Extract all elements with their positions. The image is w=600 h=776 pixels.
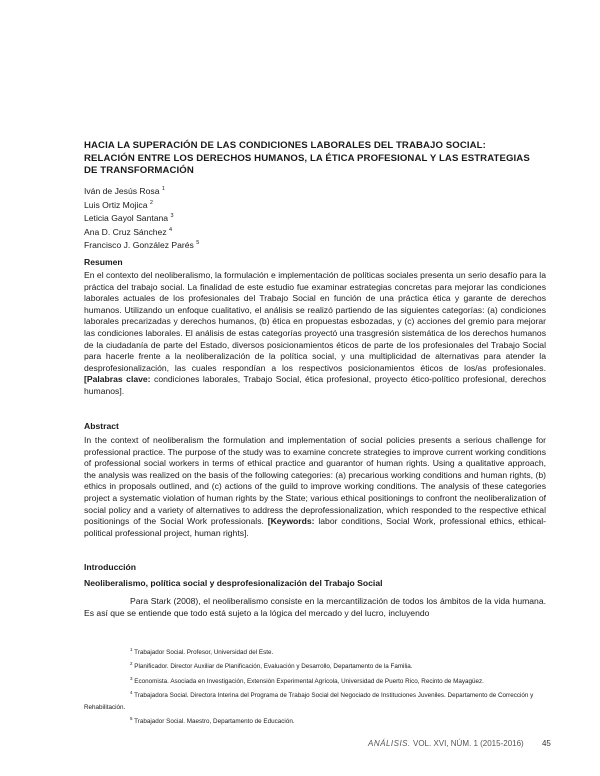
page-footer bbox=[368, 739, 551, 748]
footnote: $^2$ Planificador. Director Auxiliar de Planificación, Evaluación y Desarrollo, Departamento de la Familia. bbox=[130, 661, 413, 671]
abstract-body: In the context of neoliberalism the formulation and implementation of social policies presents a serious challenge for professional practice. The purpose of the study was to examine concrete strategies to improve current working conditions of professional social workers in terms of ethical practice and guarantor of human rights. Using a qualitative approach, the analysis was realized on the basis of the following categories: (a) precarious working conditions and human rights, (b) ethics in proposals outlined, and (c) actions of the guild to improve working conditions. The analysis of these categories project a systematic violation of human rights by the State; various ethical positionings to confront the neoliberalization of social policy and a variety of alternatives to address the deprofessionalization, which responded to the respective ethical positionings of the Social Work professionals. [Keywords: labor conditions, Social Work, professional ethics, ethical-political professional project, human rights]. bbox=[84, 435, 547, 538]
footnotes bbox=[84, 644, 546, 727]
resumen-heading: Resumen bbox=[84, 257, 123, 267]
resumen-body: En el contexto del neoliberalismo, la formulación e implementación de políticas sociales presenta un serio desafío para la práctica del trabajo social. La finalidad de este estudio fue examinar estrategias concretas para mejorar las condiciones laborales actuales de los profesionales del Trabajo Social en función de una práctica ética y garante de derechos humanos. Utilizando un enfoque cualitativo, el análisis se realizó partiendo de las siguientes categorías: (a) condiciones laborales precarizadas y derechos humanos, (b) ética en propuestas esbozadas, y (c) acciones del gremio para mejorar las condiciones laborales. El análisis de estas categorías proyectó una trasgresión sistemática de los derechos humanos de la ciudadanía de parte del Estado, diversos posicionamientos éticos de parte de los profesionales del Trabajo Social para hacerle frente a la neoliberalización de la política social, y una multiplicidad de alternativas para atender la desprofesionalización, las cuales respondían a los respectivos posicionamientos éticos de los/as profesionales. [Palabras clave: condiciones laborales, Trabajo Social, ética profesional, proyecto ético-político profesional, derechos humanos]. bbox=[84, 270, 546, 396]
footnote: $^4$ Trabajadora Social. Directora Interina del Programa de Trabajo Social del Negociado de Instituciones Juveniles. Departamento de Corrección y Rehabilitación. bbox=[84, 690, 534, 711]
title-line: RELACIÓN ENTRE LOS DERECHOS HUMANOS, LA ÉTICA PROFESIONAL Y LAS ESTRATEGIAS bbox=[84, 152, 530, 164]
journal-volume: VOL. XVI, NÚM. 1 (2015-2016) bbox=[412, 739, 524, 748]
title-line: HACIA LA SUPERACIÓN DE LAS CONDICIONES LABORALES DEL TRABAJO SOCIAL: bbox=[84, 140, 486, 151]
footnote: $^3$ Economista. Asociada en Investigación, Extensión Experimental Agrícola, Universidad de Puerto Rico, Recinto de Mayagüez. bbox=[130, 675, 484, 685]
journal-name: ANÁLISIS. bbox=[368, 739, 411, 748]
title-line: DE TRANSFORMACIÓN bbox=[84, 165, 194, 176]
author: Luis Ortiz Mojica $^2$ bbox=[84, 199, 153, 210]
intro-heading: Introducción bbox=[84, 562, 137, 572]
author: Leticia Gayol Santana $^3$ bbox=[84, 213, 174, 224]
page-number: 45 bbox=[541, 739, 551, 748]
author: Francisco J. González Parés $^5$ bbox=[84, 240, 200, 251]
abstract-heading: Abstract bbox=[84, 421, 119, 431]
intro-body: Para Stark (2008), el neoliberalismo consiste en la mercantilización de todos los ámbitos de la vida humana. Es así que se entiende que todo está sujeto a la lógica del mercado y del lucro, incluyendo bbox=[84, 596, 546, 618]
footnote: $^5$ Trabajador Social. Maestro, Departamento de Educación. bbox=[130, 715, 295, 725]
author: Iván de Jesús Rosa $^1$ bbox=[84, 186, 165, 196]
footnote: $^1$ Trabajador Social. Profesor, Universidad del Este. bbox=[130, 647, 274, 657]
author: Ana D. Cruz Sánchez $^4$ bbox=[84, 226, 173, 237]
intro-subheading: Neoliberalismo, política social y desprofesionalización del Trabajo Social bbox=[84, 578, 383, 588]
author-list bbox=[84, 185, 199, 253]
article-title bbox=[84, 140, 546, 178]
